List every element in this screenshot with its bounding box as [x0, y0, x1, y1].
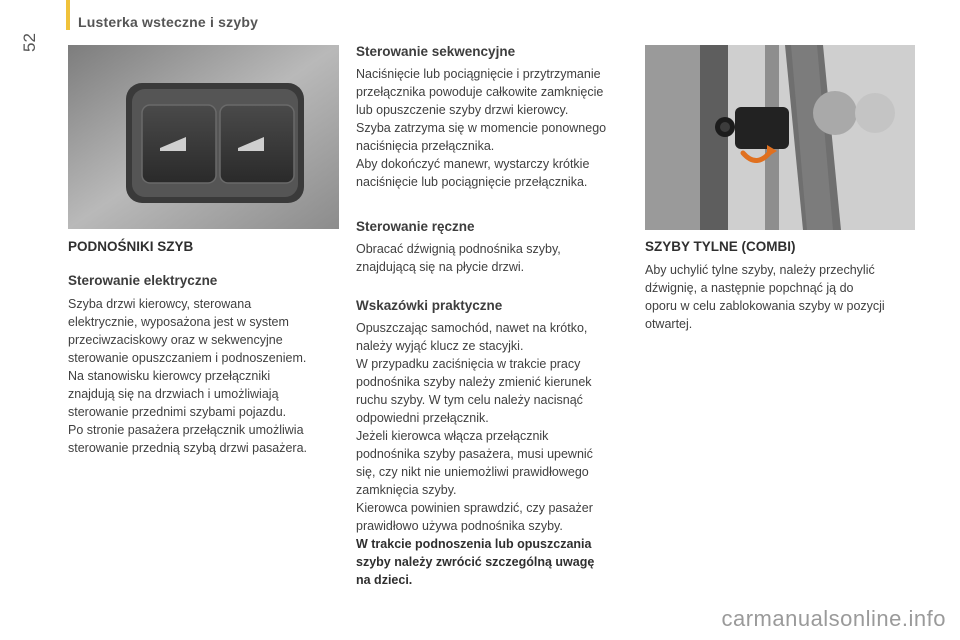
electric-control-text: [68, 295, 343, 457]
heading-window-lifts: PODNOŚNIKI SZYB: [68, 239, 194, 254]
warning-line: na dzieci.: [356, 573, 413, 587]
text-line: Szyba drzwi kierowcy, sterowana: [68, 297, 252, 311]
text-line: Szyba zatrzyma się w momencie ponownego: [356, 121, 607, 135]
window-switch-photo: [68, 45, 339, 229]
text-line: sterowanie przednią szybą drzwi pasażera.: [68, 441, 308, 455]
text-line: naciśnięcie lub pociągnięcie przełącznika.: [356, 175, 588, 189]
text-line: otwartej.: [645, 317, 693, 331]
text-line: Po stronie pasażera przełącznik umożliwia: [68, 423, 304, 437]
text-line: Kierowca powinien sprawdzić, czy pasażer: [356, 501, 593, 515]
text-line: znajdującą się na płycie drzwi.: [356, 260, 525, 274]
text-line: Jeżeli kierowca włącza przełącznik: [356, 429, 549, 443]
text-line: Aby dokończyć manewr, wystarczy krótkie: [356, 157, 590, 171]
text-line: Opuszczając samochód, nawet na krótko,: [356, 321, 588, 335]
text-line: W przypadku zaciśnięcia w trakcie pracy: [356, 357, 581, 371]
rear-windows-text: [645, 261, 917, 333]
heading-sequential-control: Sterowanie sekwencyjne: [356, 44, 516, 59]
text-line: prawidłowo używa podnośnika szyby.: [356, 519, 563, 533]
sequential-control-text: [356, 65, 631, 191]
text-line: znajdują się na drzwiach i umożliwiają: [68, 387, 279, 401]
text-line: odpowiedni przełącznik.: [356, 411, 489, 425]
text-line: sterowanie opuszczaniem i podnoszeniem.: [68, 351, 307, 365]
section-accent-bar: [66, 0, 70, 30]
text-line: przeciwzaciskowy oraz w sekwencyjne: [68, 333, 283, 347]
section-title: Lusterka wsteczne i szyby: [78, 14, 259, 30]
text-line: Naciśnięcie lub pociągnięcie i przytrzymanie: [356, 67, 601, 81]
text-line: podnośnika szyby pasażera, musi upewnić: [356, 447, 593, 461]
text-line: Na stanowisku kierowcy przełączniki: [68, 369, 271, 383]
rear-window-latch-photo: [645, 45, 915, 230]
rear-window-latch-illustration: [645, 45, 915, 230]
heading-practical-tips: Wskazówki praktyczne: [356, 298, 503, 313]
text-line: Aby uchylić tylne szyby, należy przechylić: [645, 263, 875, 277]
text-line: się, czy nikt nie uniemożliwi prawidłowego: [356, 465, 589, 479]
warning-line: W trakcie podnoszenia lub opuszczania: [356, 537, 592, 551]
text-line: dźwignię, a następnie popchnąć ją do: [645, 281, 854, 295]
text-line: zamknięcia szyby.: [356, 483, 457, 497]
text-line: należy wyjąć klucz ze stacyjki.: [356, 339, 524, 353]
text-line: elektrycznie, wyposażona jest w system: [68, 315, 289, 329]
heading-rear-windows: SZYBY TYLNE (COMBI): [645, 239, 796, 254]
text-line: podnośnika szyby należy zmienić kierunek: [356, 375, 592, 389]
warning-line: szyby należy zwrócić szczególną uwagę: [356, 555, 595, 569]
text-line: sterowanie przednimi szybami pojazdu.: [68, 405, 287, 419]
practical-tips-text: [356, 319, 631, 589]
text-line: Obracać dźwignią podnośnika szyby,: [356, 242, 561, 256]
text-line: lub opuszczenie szyby drzwi kierowcy.: [356, 103, 569, 117]
window-switch-illustration: [68, 45, 339, 229]
text-line: oporu w celu zablokowania szyby w pozycji: [645, 299, 885, 313]
text-line: ruchu szyby. W tym celu należy nacisnąć: [356, 393, 583, 407]
text-line: przełącznika powoduje całkowite zamknięcie: [356, 85, 604, 99]
page-number: 52: [20, 33, 39, 52]
heading-manual-control: Sterowanie ręczne: [356, 219, 475, 234]
heading-electric-control: Sterowanie elektryczne: [68, 273, 218, 288]
manual-control-text: [356, 240, 631, 276]
text-line: naciśnięcia przełącznika.: [356, 139, 495, 153]
watermark: carmanualsonline.info: [721, 606, 946, 631]
